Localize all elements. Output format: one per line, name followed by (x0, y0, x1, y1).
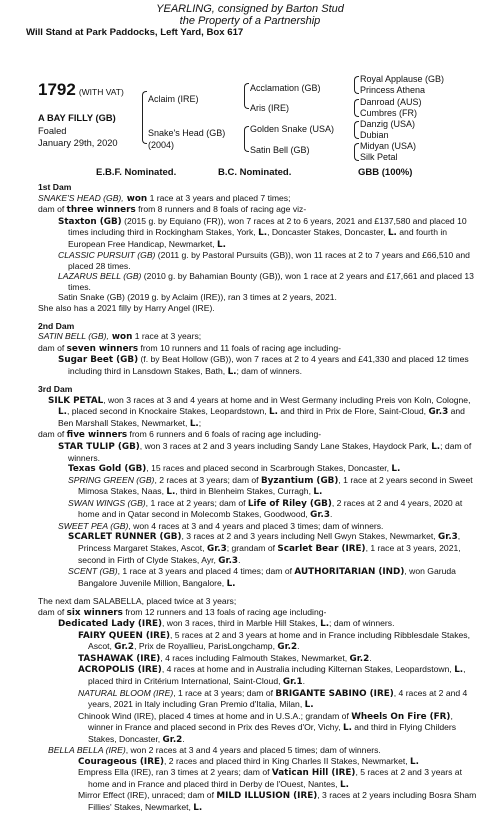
produce-entry: Chinook Wind (IRE), placed 4 times at home and in U.S.A.; grandam of Wheels On Fire (FR), winner in France and placed second in Prix des Reves d'Or, Vichy, L. and third in Flying Childers Stakes, Doncaster, Gr.2. (78, 710, 457, 745)
dam-year: (2004) (148, 140, 175, 150)
produce-entry: Mirror Effect (IRE), unraced; dam of MILD ILLUSION (IRE), 3 races at 2 years including Bosra Sham Fillies' Stakes, Newmarket, L. (78, 790, 477, 813)
lot-number: 1792 (WITH VAT) (38, 80, 124, 99)
dam-produce-summary: dam of three winners from 8 runners and 8 foals of racing age viz- (38, 204, 307, 216)
produce-entry: LAZARUS BELL (GB) (2010 g. by Bahamian Bounty (GB)), won 1 race at 2 years and £17,661 and placed 13 times. (58, 271, 474, 292)
ebf-nomination: E.B.F. Nominated. (96, 167, 177, 178)
produce-entry: SCARLET RUNNER (GB), 3 races at 2 and 3 years including Nell Gwyn Stakes, Newmarket, Gr.3, Princess Margaret Stakes, Ascot, Gr.3; grandam of Scarlet Bear (IRE), 1 race at 3 years, 2021, second in Firth of Clyde Stakes, Ayr, Gr.3. (68, 531, 461, 566)
pedigree-bracket (244, 126, 249, 152)
foaled-date: January 29th, 2020 (38, 138, 118, 148)
sire-sire-dam: Princess Athena (360, 85, 426, 95)
second-dam-produce-summary: dam of seven winners from 10 runners and 11 foals of racing age including- (38, 342, 341, 354)
produce-entry: SWAN WINGS (GB), 1 race at 2 years; dam of Life of Riley (GB), 2 races at 2 and 4 years, 2020 at home and in Qatar second in Molecomb Stakes, Goodwood, Gr.3. (68, 497, 463, 521)
consignor-line: YEARLING, consigned by Barton Stud (156, 3, 344, 15)
dam: Snake's Head (GB) (148, 128, 226, 138)
pedigree-bracket (244, 83, 249, 109)
lot-name: A BAY FILLY (GB) (38, 113, 116, 123)
sire-sire: Acclamation (GB) (250, 83, 321, 93)
produce-entry: BELLA BELLA (IRE), won 2 races at 3 and 4 years and placed 5 times; dam of winners. (48, 745, 381, 756)
dam-sire-sire: Danzig (USA) (360, 119, 416, 129)
dam-sire: Golden Snake (USA) (250, 124, 335, 134)
sire-dam-sire: Danroad (AUS) (360, 97, 422, 107)
owner-line: the Property of a Partnership (179, 15, 321, 27)
first-dam-heading: 1st Dam (38, 182, 72, 192)
produce-entry: NATURAL BLOOM (IRE), 1 race at 3 years; dam of BRIGANTE SABINO (IRE), 4 races at 2 and 4 years, 2021 in Italy including Gran Premio d'Italia, Milan, L. (78, 687, 468, 711)
produce-entry: ACROPOLIS (IRE), 4 races at home and in Australia including Kilternan Stakes, Leopardstown, L., placed third in Critérium International, Saint-Cloud, Gr.1. (78, 664, 466, 687)
produce-entry: Sugar Beet (GB) (f. by Beat Hollow (GB)), won 7 races at 2 to 4 years and £41,330 and placed 12 times including third in Lansdown Stakes, Bath, L.; dam of winners. (58, 354, 469, 377)
sire-sire-sire: Royal Applause (GB) (360, 74, 445, 84)
produce-entry: Empress Ella (IRE), ran 3 times at 2 years; dam of Vatican Hill (IRE), 5 races at 2 and 3 years at home and in France and placed third in Derby de l'Ouest, Nantes, L. (78, 767, 462, 790)
dam-dam: Satin Bell (GB) (250, 145, 310, 155)
third-dam-heading: 3rd Dam (38, 384, 73, 395)
dam-dam-sire: Midyan (USA) (360, 141, 417, 151)
foaled-label: Foaled (38, 126, 67, 136)
pedigree-bracket (354, 99, 359, 117)
pedigree-bracket (354, 121, 359, 139)
produce-entry: Satin Snake (GB) (2019 g. by Aclaim (IRE)), ran 3 times at 2 years, 2021. (58, 292, 337, 303)
sire-dam: Aris (IRE) (250, 103, 289, 113)
third-dam-produce-summary: dam of five winners from 6 runners and 6 foals of racing age including- (38, 429, 322, 441)
produce-entry: Staxton (GB) (2015 g. by Equiano (FR)), won 7 races at 2 to 6 years, 2021 and £137,580 and placed 10 times including third in Rockingham Stakes, York, L., Doncaster Stakes, Doncaster, L. and fourth in European Free Handicap, Newmarket, L. (58, 215, 467, 250)
dam-dam-dam: Silk Petal (360, 152, 398, 162)
sire: Aclaim (IRE) (148, 94, 199, 104)
next-dam-produce-summary: dam of six winners from 12 runners and 13 foals of racing age including- (38, 606, 327, 618)
third-dam-record: SILK PETAL, won 3 races at 3 and 4 years at home and in West Germany including Preis von Koln, Cologne, L., placed second in Knockaire Stakes, Leopardstown, L. and third in Prix de Flore, Saint-Cloud, Gr.3 and Ben Marshall Stakes, Newmarket, L.; (48, 394, 471, 429)
produce-entry: Courageous (IRE), 2 races and placed third in King Charles II Stakes, Newmarket, L. (78, 755, 419, 767)
dam-sire-dam: Dubian (360, 130, 389, 140)
produce-entry: Dedicated Lady (IRE), won 3 races, third in Marble Hill Stakes, L.; dam of winners. (58, 618, 395, 630)
produce-entry: Texas Gold (GB), 15 races and placed second in Scarbrough Stakes, Doncaster, L. (68, 463, 401, 475)
sire-dam-dam: Cumbres (FR) (360, 108, 418, 118)
produce-entry: STAR TULIP (GB), won 3 races at 2 and 3 years including Sandy Lane Stakes, Haydock Park, L.; dam of winners. (58, 441, 472, 463)
bc-nomination: B.C. Nominated. (218, 167, 292, 178)
produce-entry: CLASSIC PURSUIT (GB) (2011 g. by Pastoral Pursuits (GB)), won 11 races at 2 to 7 years and £66,510 and placed 28 times. (58, 250, 470, 271)
produce-note: She also has a 2021 filly by Harry Angel (IRE). (38, 303, 215, 314)
second-dam-record: SATIN BELL (GB), won 1 race at 3 years; (38, 331, 202, 343)
produce-entry: SCENT (GB), 1 race at 3 years and placed 4 times; dam of AUTHORITARIAN (IND), won Garuda Bangalore Juvenile Million, Bangalore, L. (68, 566, 456, 589)
produce-entry: SPRING GREEN (GB), 2 races at 3 years; dam of Byzantium (GB), 1 race at 2 years second in Sweet Mimosa Stakes, Naas, L., third in Blenheim Stakes, Curragh, L. (68, 474, 473, 498)
pedigree-bracket (142, 91, 147, 144)
gbb-status: GBB (100%) (358, 167, 413, 178)
catalogue-body (38, 182, 478, 814)
produce-entry: TASHAWAK (IRE), 4 races including Falmouth Stakes, Newmarket, Gr.2. (78, 652, 372, 664)
produce-entry: FAIRY QUEEN (IRE), 5 races at 2 and 3 years at home and in France including Ribblesdale Stakes, Ascot, Gr.2, Prix de Royallieu, ParisLongchamp, Gr.2. (78, 629, 470, 653)
dam-record: SNAKE'S HEAD (GB), won 1 race at 3 years and placed 7 times; (38, 192, 291, 204)
vat-note: (WITH VAT) (78, 87, 124, 97)
pedigree-bracket (354, 143, 359, 161)
second-dam-heading: 2nd Dam (38, 320, 75, 331)
stand-location: Will Stand at Park Paddocks, Left Yard, Box 617 (26, 27, 244, 38)
pedigree-bracket (354, 76, 359, 94)
next-dam-record: The next dam SALABELLA, placed twice at 3 years; (38, 596, 237, 607)
produce-entry: SWEET PEA (GB), won 4 races at 3 and 4 years and placed 3 times; dam of winners. (58, 520, 384, 531)
